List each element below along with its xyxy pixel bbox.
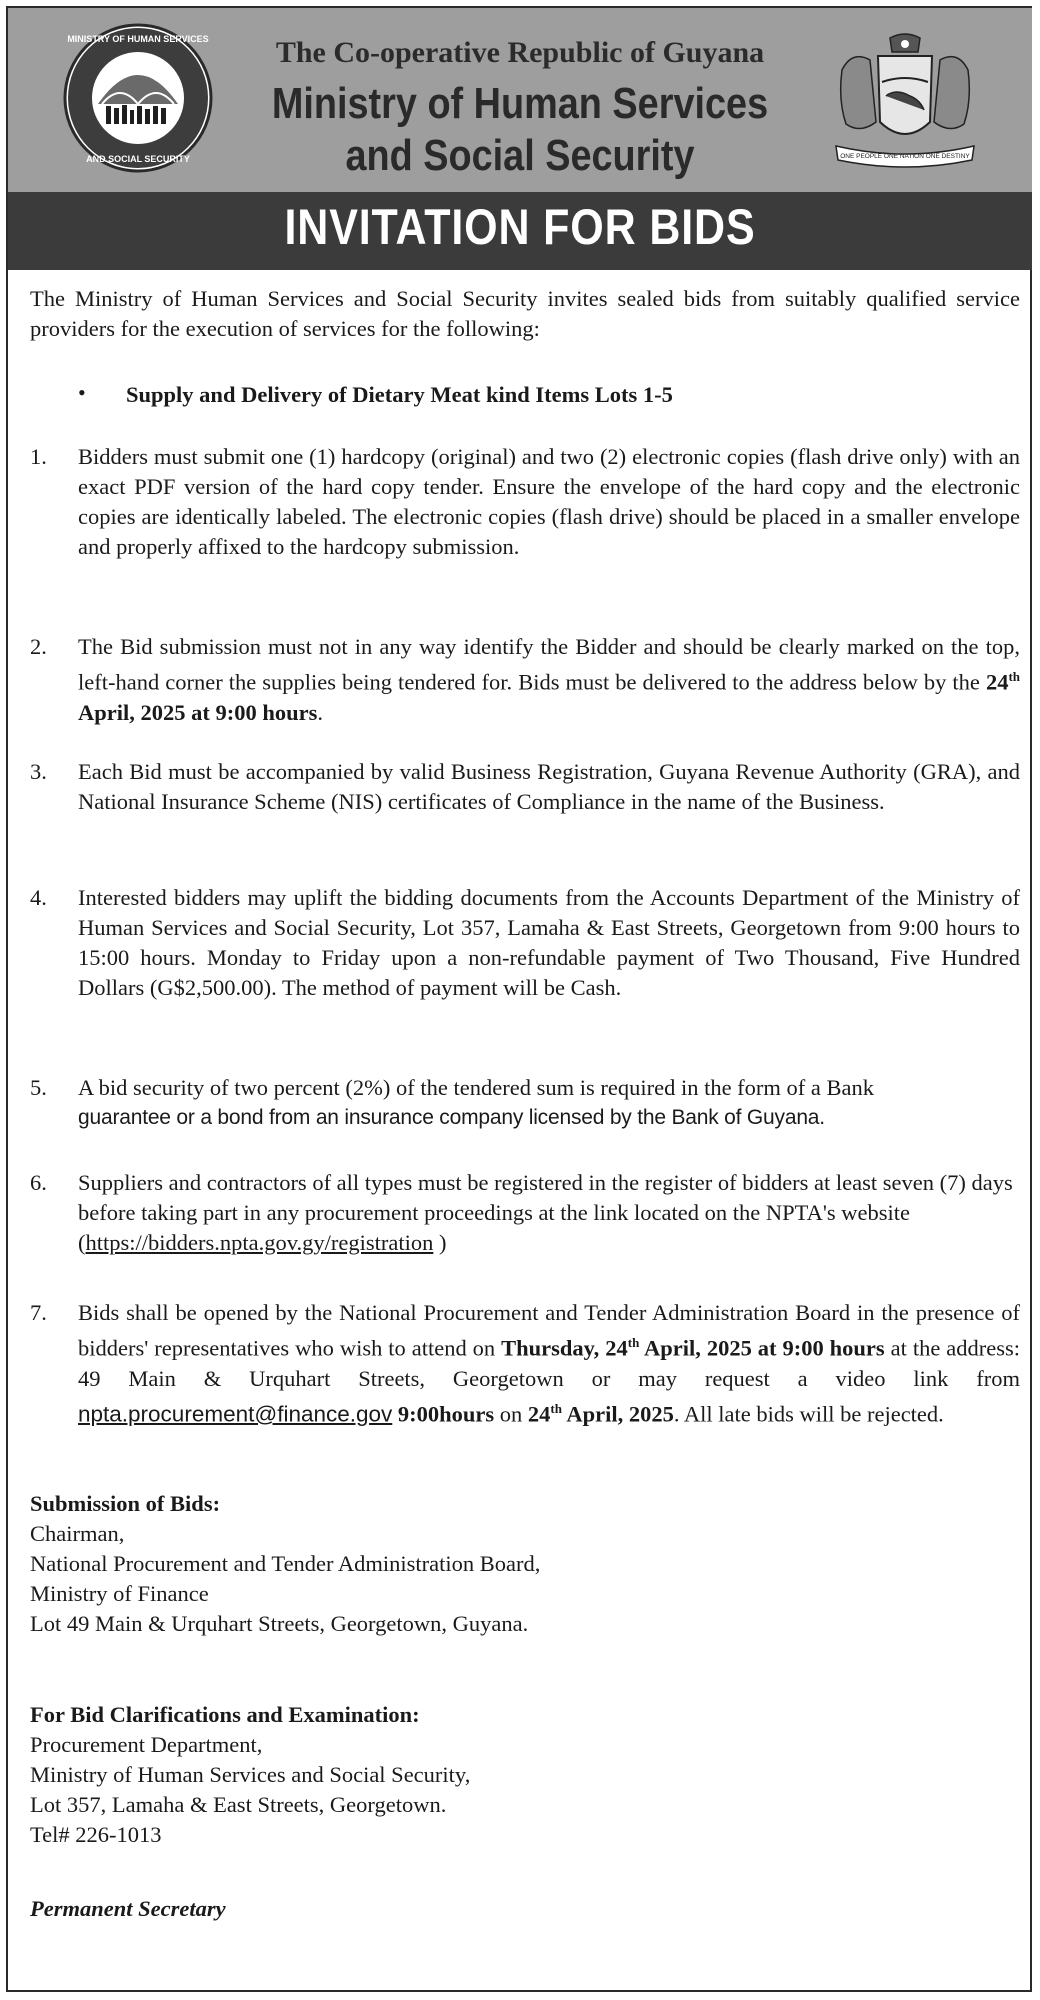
item-text: Suppliers and contractors of all types must be registered in the register of bidders at least seven (7) days before taking part in any procurement proceedings at the link located on the NPTA's website (https://bidders.npta.gov.gy/registration ) xyxy=(78,1170,1013,1255)
crest-motto: ONE PEOPLE ONE NATION ONE DESTINY xyxy=(840,153,970,160)
address-line: Ministry of Human Services and Social Security, xyxy=(30,1762,471,1787)
logo-text-bottom: AND SOCIAL SECURITY xyxy=(86,154,190,164)
item-number: 1. xyxy=(30,444,47,469)
item-text: A bid security of two percent (2%) of the tendered sum is required in the form of a Bank guarantee or a bond from an insurance company licensed by the Bank of Guyana. xyxy=(78,1075,875,1129)
clarification-block xyxy=(30,1700,470,1850)
item-text: Interested bidders may uplift the bidding documents from the Accounts Department of the Ministry of Human Services and Social Security, Lot 357, Lamaha & East Streets, Georgetown from 9:00 hours to 15:00 hours. Monday to Friday upon a non-refundable payment of Two Thousand, Five Hundred Dollars (G$2,500.00). The method of payment will be Cash. xyxy=(78,885,1020,1000)
address-line: National Procurement and Tender Administration Board, xyxy=(30,1551,541,1576)
submission-heading: Submission of Bids: xyxy=(30,1491,221,1516)
address-line: Tel# 226-1013 xyxy=(30,1822,162,1847)
address-line: Ministry of Finance xyxy=(30,1581,209,1606)
ministry-line-1: Ministry of Human Services xyxy=(271,79,769,128)
item-number: 5. xyxy=(30,1075,47,1100)
intro-paragraph: The Ministry of Human Services and Social Security invites sealed bids from suitably qualified service providers for the execution of services for the following: xyxy=(30,286,1020,341)
ministry-logo xyxy=(62,22,214,174)
registration-link[interactable]: https://bidders.npta.gov.gy/registration xyxy=(85,1230,434,1255)
item-number: 7. xyxy=(30,1300,47,1325)
address-line: Lot 357, Lamaha & East Streets, Georgetown. xyxy=(30,1792,447,1817)
bullet-dot: • xyxy=(78,380,86,405)
logo-text-top: MINISTRY OF HUMAN SERVICES xyxy=(67,34,209,44)
procurement-email-link[interactable]: npta.procurement@finance.gov xyxy=(78,1401,393,1426)
item-text: The Bid submission must not in any way identify the Bidder and should be clearly marked on the top, left-hand corner the supplies being tendered for. Bids must be delivered to the address below by the 24th April, 2025 at 9:00 hours. xyxy=(78,634,1020,725)
page-title: INVITATION FOR BIDS xyxy=(284,199,756,255)
republic-heading: The Co-operative Republic of Guyana xyxy=(275,36,765,69)
bullet-item: Supply and Delivery of Dietary Meat kind Items Lots 1-5 xyxy=(126,382,673,407)
item-text: Bids shall be opened by the National Procurement and Tender Administration Board in the presence of bidders' representatives who wish to attend on Thursday, 24th April, 2025 at 9:00 hours at the address: 49 Main & Urquhart Streets, Georgetown or may request a video link from npta.procurement@finance.gov 9:00hours on 24th April, 2025. All late bids will be rejected. xyxy=(78,1300,1020,1426)
item-number: 3. xyxy=(30,759,47,784)
item-number: 4. xyxy=(30,885,47,910)
address-line: Procurement Department, xyxy=(30,1732,263,1757)
signature-title: Permanent Secretary xyxy=(30,1896,226,1921)
item-text: Bidders must submit one (1) hardcopy (original) and two (2) electronic copies (flash drive only) with an exact PDF version of the hard copy tender. Ensure the envelope of the hard copy and the electronic copies are identically labeled. The electronic copies (flash drive) should be placed in a smaller envelope and properly affixed to the hardcopy submission. xyxy=(78,444,1020,559)
clarification-heading: For Bid Clarifications and Examination: xyxy=(30,1702,420,1727)
submission-block xyxy=(30,1489,540,1639)
guyana-coat-of-arms xyxy=(830,30,980,176)
item-number: 6. xyxy=(30,1170,47,1195)
address-line: Lot 49 Main & Urquhart Streets, Georgetown, Guyana. xyxy=(30,1611,529,1636)
item-number: 2. xyxy=(30,634,47,659)
ministry-line-2: and Social Security xyxy=(345,131,695,180)
ministry-heading xyxy=(271,78,770,182)
item-text: Each Bid must be accompanied by valid Business Registration, Guyana Revenue Authority (GRA), and National Insurance Scheme (NIS) certificates of Compliance in the name of the Business. xyxy=(78,759,1020,814)
address-line: Chairman, xyxy=(30,1521,125,1546)
